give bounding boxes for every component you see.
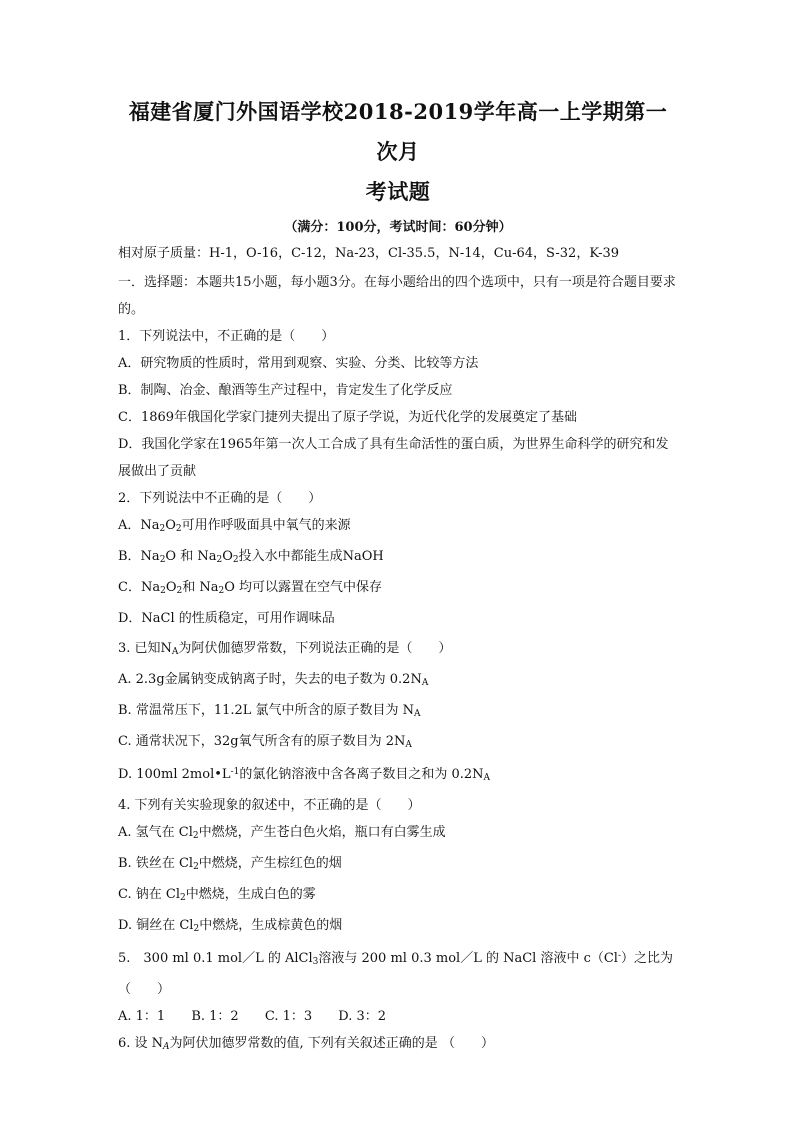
q2-stem: 2．下列说法中不正确的是（ ） <box>118 491 322 506</box>
q5-option-c: C. 1：3 <box>264 1009 313 1024</box>
q5-stem-post: ）之比为 <box>621 951 674 966</box>
q3-stem <box>118 635 678 666</box>
q5-option-b: B. 1：2 <box>191 1009 239 1024</box>
q3-d-pre: D. 100ml 2mol•L <box>118 767 231 782</box>
q2-option-a <box>118 512 678 543</box>
q4-option-d <box>118 912 678 943</box>
q4-stem: 4. 下列有关实验现象的叙述中，不正确的是（ ） <box>118 798 421 813</box>
q5-stem <box>118 943 678 976</box>
q5-option-d: D. 3：2 <box>338 1009 387 1024</box>
q2-b-pre: B．Na <box>118 549 160 564</box>
q5-stem-sup: - <box>617 951 622 961</box>
q3-a-sub: A <box>421 678 429 688</box>
q3-option-d <box>118 759 678 792</box>
q3-stem-post: 为阿伏伽德罗常数，下列说法正确的是（ ） <box>178 641 452 656</box>
atomic-mass-line: 相对原子质量：H-1，O-16，C-12，Na-23，Cl-35.5，N-14，Cu-64，S-32，K-39 <box>118 246 620 261</box>
q2-a-sub2: 2 <box>175 524 182 534</box>
exam-subtitle: （满分：100分，考试时间：60分钟） <box>284 220 512 235</box>
q4-a-post: 中燃烧，产生苍白色火焰，瓶口有白雾生成 <box>198 825 446 840</box>
q4-c-pre: C. 钠在 Cl <box>118 887 180 902</box>
q6-stem-sub: A <box>163 1042 170 1052</box>
q2-option-d: D．NaCl 的性质稳定，可用作调味品 <box>118 611 335 626</box>
q6-stem-post: 为阿伏加德罗常数的值, 下列有关叙述正确的是 （ ） <box>169 1036 494 1051</box>
q5-stem-mid: 溶液与 200 ml 0.3 mol／L 的 NaCl 溶液中 c（Cl <box>318 951 618 966</box>
q5-stem-sub: 3 <box>312 957 319 967</box>
q4-d-sub: 2 <box>193 924 200 934</box>
q1-option-d: D．我国化学家在1965年第一次人工合成了具有生命活性的蛋白质，为世界生命科学的研究和发展做出了贡献 <box>118 437 669 479</box>
q4-b-post: 中燃烧，产生棕红色的烟 <box>198 856 342 871</box>
q3-stem-sub: A <box>171 647 179 657</box>
q2-option-b <box>118 543 678 574</box>
q3-d-mid: 的氯化钠溶液中含各离子数目之和为 0.2N <box>239 767 484 782</box>
q5-option-a: A. 1：1 <box>118 1009 166 1024</box>
q3-b-sub: A <box>414 709 421 719</box>
q4-option-b <box>118 850 678 881</box>
q2-a-mid: O <box>165 518 176 533</box>
q2-a-sub1: 2 <box>159 524 166 534</box>
q4-c-post: 中燃烧，生成白色的雾 <box>185 887 316 902</box>
q2-b-sub3: 2 <box>232 555 239 565</box>
q3-b-pre: B. 常温常压下，11.2L 氯气中所含的原子数目为 N <box>118 703 415 718</box>
q1-option-a: A．研究物质的性质时，常用到观察、实验、分类、比较等方法 <box>118 356 479 371</box>
q2-c-sub1: 2 <box>160 586 166 596</box>
q4-b-pre: B. 铁丝在 Cl <box>118 856 194 871</box>
exam-title-line2: 考试题 <box>365 179 431 204</box>
q2-b-post: 投入水中都能生成NaOH <box>238 549 384 564</box>
q3-option-b <box>118 697 678 728</box>
q2-a-pre: A．Na <box>118 518 160 533</box>
q2-c-pre: C．Na <box>118 580 161 595</box>
q3-a-pre: A. 2.3g金属钠变成钠离子时，失去的电子数为 0.2N <box>118 672 422 687</box>
q4-option-c <box>118 881 678 912</box>
q3-d-sub: A <box>483 773 491 783</box>
q3-option-c <box>118 728 678 759</box>
q3-option-a <box>118 666 678 697</box>
q1-stem: 1．下列说法中，不正确的是（ ） <box>118 329 335 344</box>
q2-c-mid1: O <box>165 580 177 595</box>
q1-option-b: B．制陶、冶金、酿酒等生产过程中，肯定发生了化学反应 <box>118 383 453 398</box>
exam-page <box>118 92 678 1061</box>
q2-b-mid2: O <box>222 549 233 564</box>
q4-a-pre: A. 氢气在 Cl <box>118 825 193 840</box>
q4-d-pre: D. 铜丝在 Cl <box>118 918 194 933</box>
q4-c-sub: 2 <box>180 893 186 903</box>
q3-stem-pre: 3. 已知N <box>118 641 172 656</box>
q4-a-sub: 2 <box>192 831 199 841</box>
section1-heading: 一．选择题：本题共15小题，每小题3分。在每小题给出的四个选项中，只有一项是符合题目要求的。 <box>118 275 676 317</box>
q3-c-pre: C. 通常状况下，32g氧气所含有的原子数目为 2N <box>118 734 406 749</box>
q5-paren: （ ） <box>118 982 171 997</box>
q2-b-sub2: 2 <box>216 555 223 565</box>
q2-b-mid1: O 和 Na <box>165 549 217 564</box>
exam-title-line1: 福建省厦门外国语学校2018-2019学年高一上学期第一次月 <box>128 99 668 164</box>
q5-options <box>118 1003 678 1030</box>
q2-c-post: O 均可以露置在空气中保存 <box>224 580 383 595</box>
q2-option-c <box>118 574 678 605</box>
q2-a-post: 可用作呼吸面具中氧气的来源 <box>181 518 351 533</box>
q2-b-sub1: 2 <box>159 555 166 565</box>
q2-c-mid2: 和 Na <box>182 580 219 595</box>
q4-d-post: 中燃烧，生成棕黄色的烟 <box>199 918 343 933</box>
q4-option-a <box>118 819 678 850</box>
q6-stem-pre: 6. 设 N <box>118 1036 164 1051</box>
q3-d-sup: -1 <box>230 767 240 777</box>
q6-stem <box>118 1030 678 1061</box>
q2-c-sub2: 2 <box>176 586 183 596</box>
q1-option-c: C．1869年俄国化学家门捷列夫提出了原子学说，为近代化学的发展奠定了基础 <box>118 410 578 425</box>
q3-c-sub: A <box>405 740 412 750</box>
q5-stem-pre: 5. 300 ml 0.1 mol／L 的 AlCl <box>118 951 313 966</box>
q4-b-sub: 2 <box>193 862 199 872</box>
q2-c-sub3: 2 <box>218 586 225 596</box>
